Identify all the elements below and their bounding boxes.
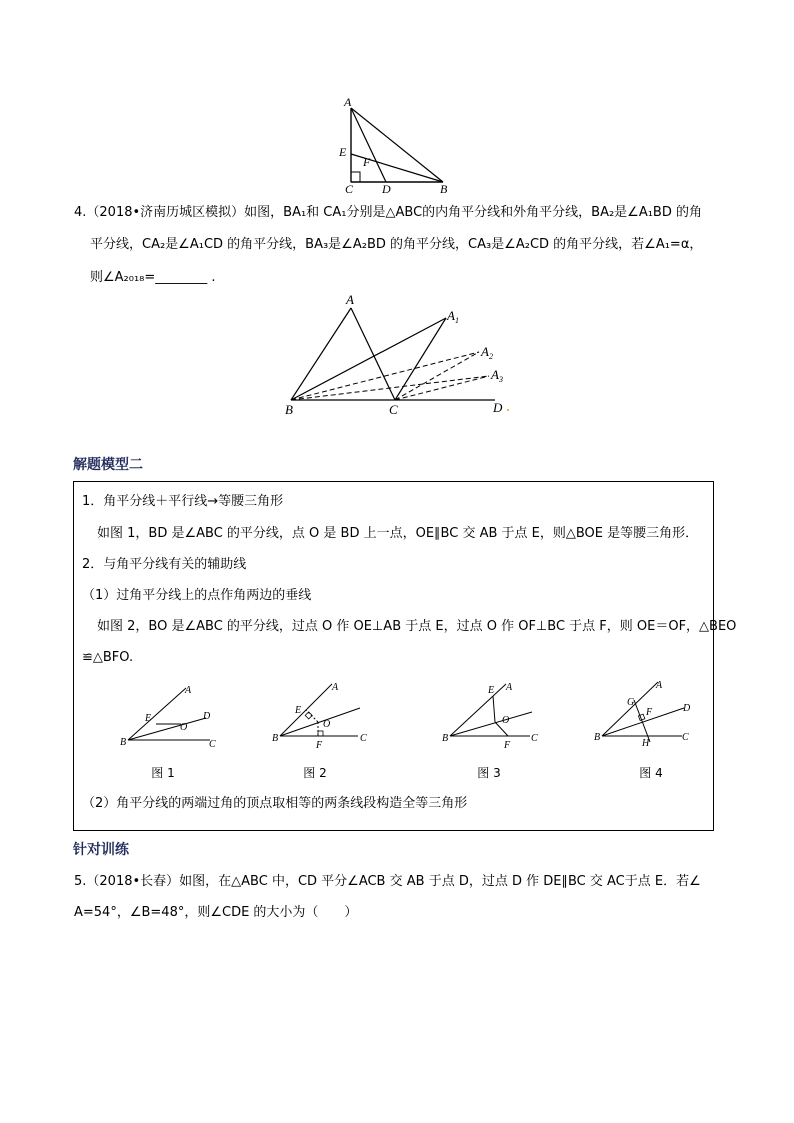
label-F: F <box>363 155 371 169</box>
label-A1: $A_1$ <box>447 308 459 325</box>
label-B: B <box>120 737 127 748</box>
caption-fig4: 图 4 <box>639 766 663 780</box>
q4-line3: 则∠A₂₀₁₈=________ . <box>90 270 216 285</box>
caption-fig3: 图 3 <box>477 766 501 780</box>
figure-4 <box>590 676 700 752</box>
caption-fig1: 图 1 <box>151 766 175 780</box>
label-E: E <box>295 705 302 716</box>
label-A: A <box>346 292 354 307</box>
label-B: B <box>440 182 448 196</box>
label-B: B <box>272 733 279 744</box>
label-A: A <box>344 95 352 109</box>
label-C: C <box>345 182 354 196</box>
label-C: C <box>389 402 398 417</box>
section-title-model2: 解题模型二 <box>73 457 143 473</box>
q4-line1: 4.（2018•济南历城区模拟）如图，BA₁和 CA₁分别是△ABC的内角平分线和外角平分线，BA₂是∠A₁BD 的角 <box>74 205 702 220</box>
figure-3 <box>438 678 548 753</box>
label-F: F <box>504 740 511 751</box>
label-O: O <box>502 715 510 726</box>
item2-sub1: （1）过角平分线上的点作角两边的垂线 <box>82 588 312 603</box>
label-E: E <box>488 685 495 696</box>
section-title-training: 针对训练 <box>73 842 129 858</box>
item2-desc-a: 如图 2，BO 是∠ABC 的平分线，过点 O 作 OE⊥AB 于点 E，过点 O 作 OF⊥BC 于点 F，则 OE＝OF，△BEO <box>97 619 737 634</box>
caption-fig2: 图 2 <box>303 766 327 780</box>
label-H: H <box>642 738 650 749</box>
label-D: D <box>683 703 691 714</box>
q5-line1: 5.（2018•长春）如图，在△ABC 中，CD 平分∠ACB 交 AB 于点 D，过点 D 作 DE∥BC 交 AC于点 E．若∠ <box>74 874 701 889</box>
label-C: C <box>209 739 216 750</box>
label-E: E <box>339 145 347 159</box>
label-D: D <box>382 182 391 196</box>
label-O: O <box>323 719 331 730</box>
item2-sub2: （2）角平分线的两端过角的顶点取相等的两条线段构造全等三角形 <box>82 796 468 811</box>
label-A: A <box>185 685 192 696</box>
q4-line2: 平分线，CA₂是∠A₁CD 的角平分线，BA₃是∠A₂BD 的角平分线，CA₃是∠A₂CD 的角平分线，若∠A₁=α， <box>90 237 703 252</box>
label-F: F <box>316 740 323 751</box>
label-G: G <box>627 697 635 708</box>
label-D: D <box>493 400 503 415</box>
label-A3: $A_3$ <box>491 367 503 384</box>
figure-1 <box>118 680 228 752</box>
label-B: B <box>285 402 293 417</box>
label-F: F <box>646 707 653 718</box>
label-O: O <box>180 722 188 733</box>
label-C: C <box>360 733 367 744</box>
label-A: A <box>656 680 663 691</box>
figure-right-triangle <box>330 92 470 197</box>
figure-angle-bisectors <box>283 290 523 420</box>
label-C: C <box>682 732 689 743</box>
label-A: A <box>506 682 513 693</box>
label-A2: $A_2$ <box>481 344 493 361</box>
label-B: B <box>442 733 449 744</box>
item2-desc-b: ≌△BFO. <box>82 650 134 665</box>
item1-desc: 如图 1，BD 是∠ABC 的平分线，点 O 是 BD 上一点，OE∥BC 交 AB 于点 E，则△BOE 是等腰三角形． <box>97 526 699 541</box>
item1-title: 1．角平分线＋平行线→等腰三角形 <box>82 494 284 509</box>
q5-line2: A=54°，∠B=48°，则∠CDE 的大小为（ ） <box>74 905 358 920</box>
label-B: B <box>594 732 601 743</box>
label-D: D <box>203 711 211 722</box>
label-E: E <box>145 713 152 724</box>
item2-title: 2．与角平分线有关的辅助线 <box>82 557 247 572</box>
label-A: A <box>332 682 339 693</box>
figure-2 <box>268 678 378 753</box>
label-C: C <box>531 733 538 744</box>
